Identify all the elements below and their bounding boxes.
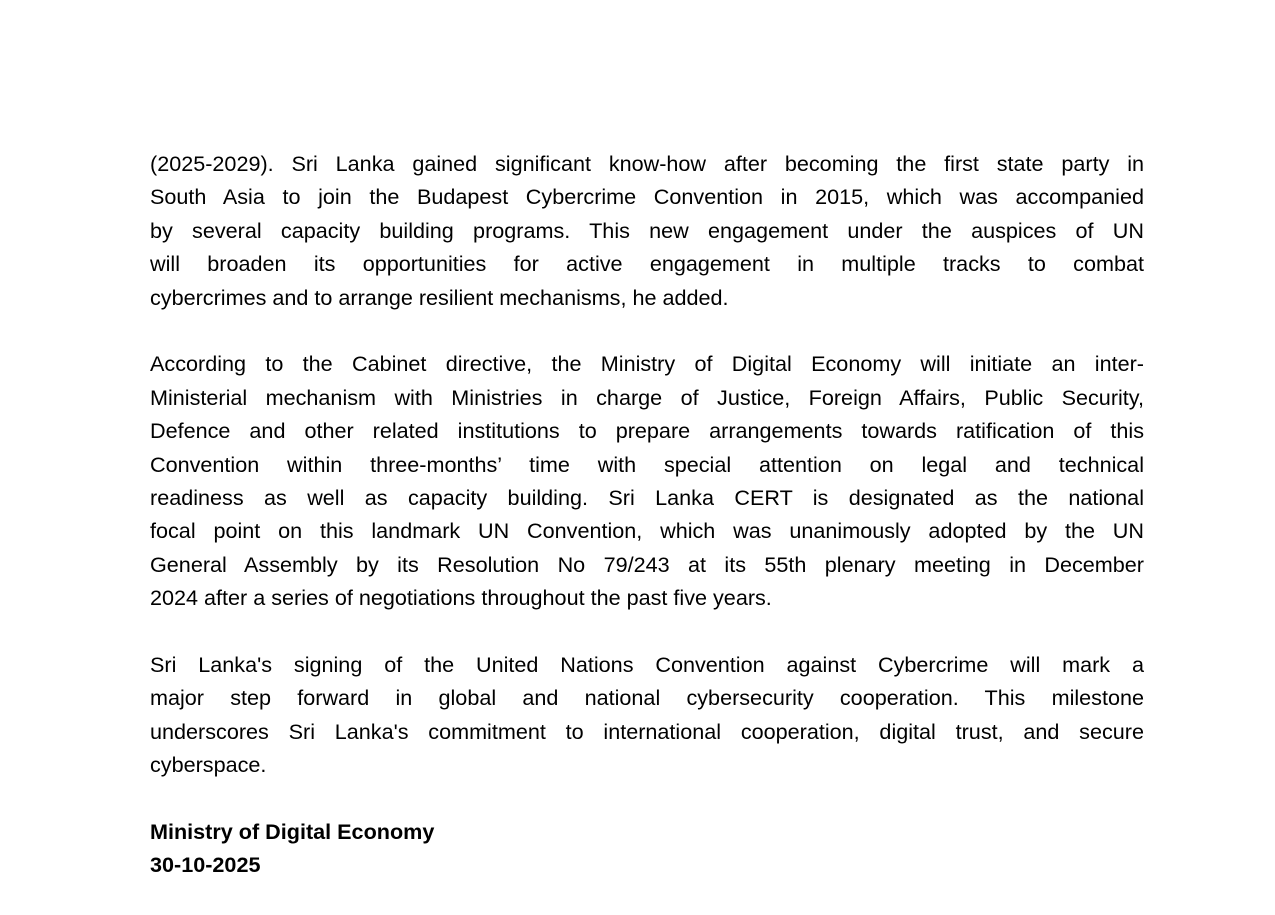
signature-date: 30-10-2025 bbox=[150, 852, 261, 878]
paragraph-1 bbox=[150, 147, 1144, 314]
text-line: Convention within three-months’ time with special attention on legal and technical bbox=[150, 451, 1144, 477]
text-line: Sri Lanka's signing of the United Nations Convention against Cybercrime will mark a bbox=[150, 652, 1144, 678]
text-line: major step forward in global and national cybersecurity cooperation. This milestone bbox=[150, 685, 1144, 711]
text-line: will broaden its opportunities for active engagement in multiple tracks to combat bbox=[150, 251, 1144, 277]
text-line: by several capacity building programs. This new engagement under the auspices of UN bbox=[150, 217, 1144, 243]
paragraph-2 bbox=[150, 347, 1144, 614]
text-line: cybercrimes and to arrange resilient mechanisms, he added. bbox=[150, 284, 729, 310]
text-line: readiness as well as capacity building. Sri Lanka CERT is designated as the national bbox=[150, 485, 1144, 511]
text-line: underscores Sri Lanka's commitment to international cooperation, digital trust, and secure bbox=[150, 718, 1144, 744]
text-line: South Asia to join the Budapest Cybercrime Convention in 2015, which was accompanied bbox=[150, 184, 1144, 210]
text-line: According to the Cabinet directive, the Ministry of Digital Economy will initiate an inter- bbox=[150, 351, 1144, 377]
text-line: (2025-2029). Sri Lanka gained significant know-how after becoming the first state party in bbox=[150, 151, 1144, 176]
signature-block bbox=[150, 815, 1144, 882]
text-line: 2024 after a series of negotiations throughout the past five years. bbox=[150, 585, 772, 611]
text-line: focal point on this landmark UN Convention, which was unanimously adopted by the UN bbox=[150, 518, 1144, 544]
text-line: Ministerial mechanism with Ministries in charge of Justice, Foreign Affairs, Public Security, bbox=[150, 384, 1144, 410]
text-line: cyberspace. bbox=[150, 752, 267, 778]
text-line: General Assembly by its Resolution No 79/243 at its 55th plenary meeting in December bbox=[150, 551, 1144, 577]
paragraph-3 bbox=[150, 648, 1144, 782]
press-release-body bbox=[150, 147, 1144, 882]
text-line: Defence and other related institutions to prepare arrangements towards ratification of this bbox=[150, 418, 1144, 444]
signature-organization: Ministry of Digital Economy bbox=[150, 819, 435, 845]
